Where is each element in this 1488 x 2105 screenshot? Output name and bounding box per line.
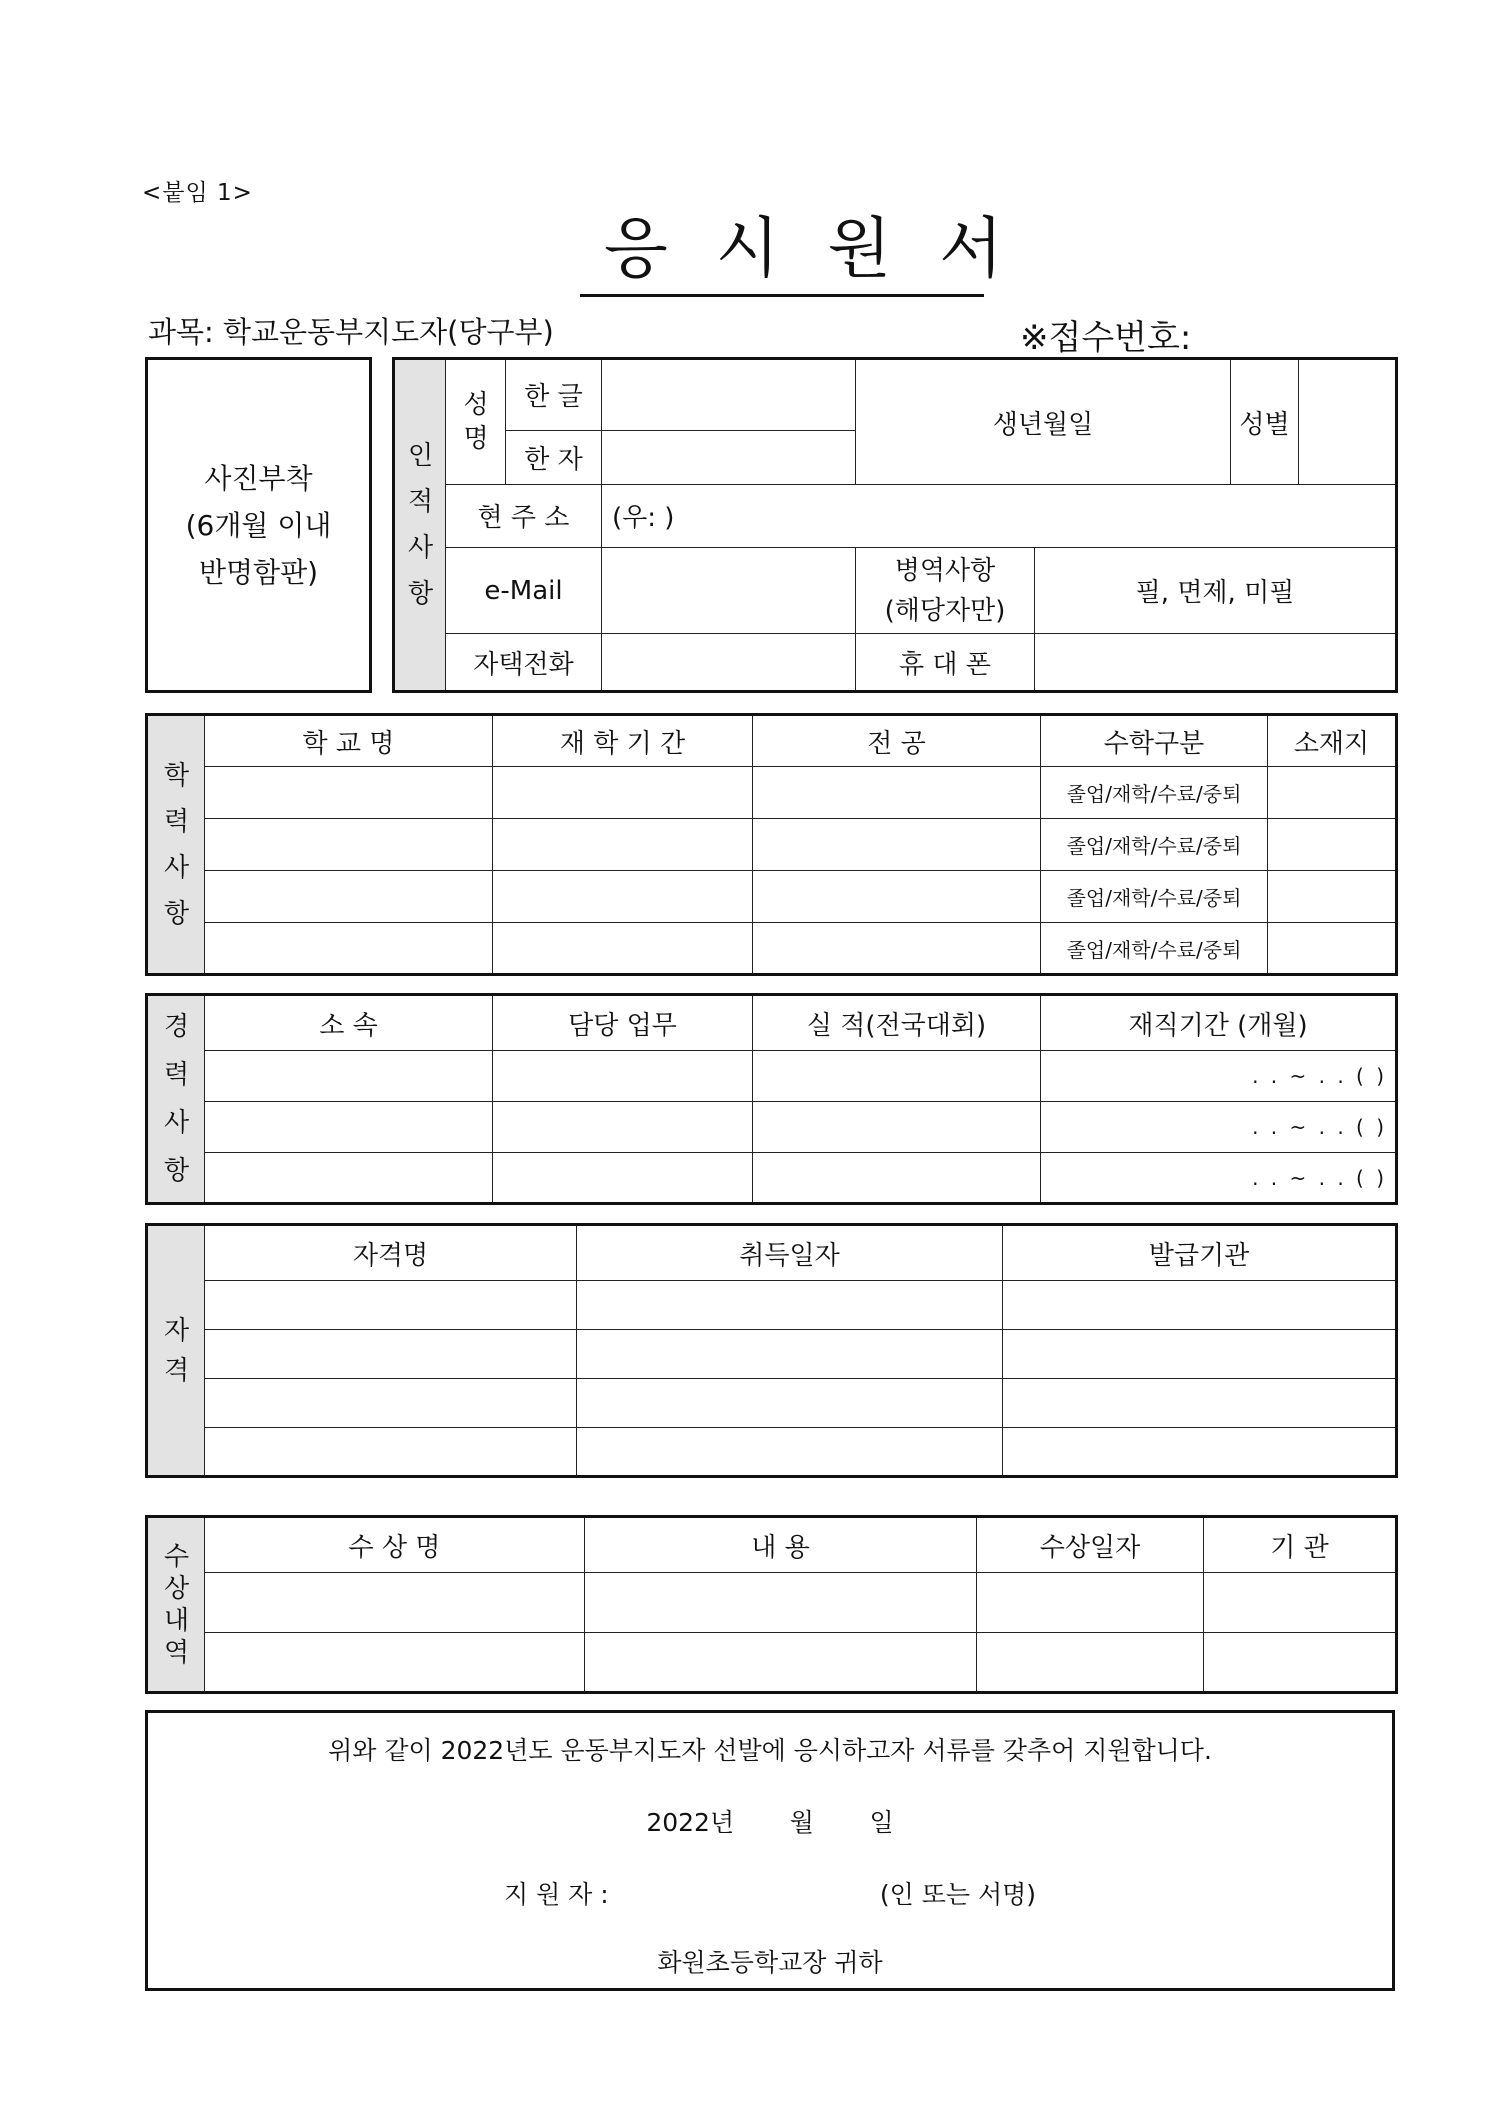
declaration-date[interactable]: 2022년 월 일	[646, 1808, 894, 1837]
awards-table	[145, 1515, 1398, 1694]
subject-label: 과목: 학교운동부지도자(당구부)	[148, 315, 554, 349]
career-header-duty: 담당 업무	[493, 995, 753, 1051]
award-cell[interactable]	[205, 1573, 585, 1633]
edu-header-status: 수학구분	[1041, 715, 1268, 767]
hangul-name-field[interactable]	[602, 359, 856, 431]
home-phone-label: 자택전화	[446, 634, 602, 692]
recipient-label: 화원초등학교장 귀하	[657, 1948, 883, 1977]
license-cell[interactable]	[205, 1428, 577, 1477]
address-field[interactable]: (우: )	[602, 485, 1397, 548]
award-cell[interactable]	[1204, 1633, 1397, 1693]
edu-cell[interactable]	[1268, 871, 1397, 923]
mobile-label: 휴 대 폰	[856, 634, 1035, 692]
license-cell[interactable]	[1003, 1379, 1397, 1428]
career-section-label: 경력사항	[147, 995, 205, 1204]
mobile-field[interactable]	[1035, 634, 1397, 692]
career-cell[interactable]	[753, 1153, 1041, 1204]
career-cell[interactable]	[205, 1153, 493, 1204]
license-header-date: 취득일자	[577, 1225, 1003, 1281]
photo-line-2: (6개월 이내	[185, 508, 332, 542]
applicant-line	[148, 1875, 1392, 1911]
name-label: 성명	[446, 359, 506, 485]
edu-status-option[interactable]: 졸업/재학/수료/중퇴	[1041, 871, 1268, 923]
education-table	[145, 713, 1398, 976]
award-cell[interactable]	[977, 1633, 1204, 1693]
declaration-statement: 위와 같이 2022년도 운동부지도자 선발에 응시하고자 서류를 갖추어 지원합니다.	[328, 1736, 1212, 1765]
email-label: e-Mail	[446, 547, 602, 634]
career-header-affiliation: 소 속	[205, 995, 493, 1051]
education-section-label: 학력사항	[147, 715, 205, 975]
license-header-issuer: 발급기관	[1003, 1225, 1397, 1281]
edu-status-option[interactable]: 졸업/재학/수료/중퇴	[1041, 767, 1268, 819]
sign-label: (인 또는 서명)	[879, 1880, 1037, 1909]
license-cell[interactable]	[1003, 1428, 1397, 1477]
career-cell[interactable]	[493, 1102, 753, 1153]
license-cell[interactable]	[577, 1281, 1003, 1330]
edu-cell[interactable]	[205, 871, 493, 923]
career-cell[interactable]	[753, 1102, 1041, 1153]
license-cell[interactable]	[577, 1428, 1003, 1477]
career-cell[interactable]	[493, 1153, 753, 1204]
edu-header-school: 학 교 명	[205, 715, 493, 767]
license-cell[interactable]	[577, 1330, 1003, 1379]
edu-status-option[interactable]: 졸업/재학/수료/중퇴	[1041, 819, 1268, 871]
attachment-label: <붙임 1>	[142, 180, 253, 206]
career-period-field[interactable]: . . ~ . . ( )	[1041, 1102, 1397, 1153]
award-cell[interactable]	[205, 1633, 585, 1693]
license-cell[interactable]	[577, 1379, 1003, 1428]
awards-section-label: 수상내역	[147, 1517, 205, 1693]
license-cell[interactable]	[1003, 1330, 1397, 1379]
photo-box	[145, 357, 372, 693]
award-header-date: 수상일자	[977, 1517, 1204, 1573]
declaration-box	[145, 1710, 1395, 1991]
gender-field[interactable]	[1299, 359, 1397, 485]
license-cell[interactable]	[205, 1379, 577, 1428]
edu-cell[interactable]	[493, 767, 753, 819]
personal-section-label: 인적사항	[394, 359, 446, 692]
edu-cell[interactable]	[1268, 767, 1397, 819]
license-header-name: 자격명	[205, 1225, 577, 1281]
email-field[interactable]	[602, 547, 856, 634]
address-label: 현 주 소	[446, 485, 602, 548]
edu-cell[interactable]	[1268, 819, 1397, 871]
hanja-label: 한 자	[506, 430, 602, 484]
edu-cell[interactable]	[753, 871, 1041, 923]
birth-label: 생년월일	[856, 359, 1231, 485]
award-cell[interactable]	[1204, 1573, 1397, 1633]
edu-cell[interactable]	[753, 923, 1041, 975]
photo-line-1: 사진부착	[204, 461, 313, 495]
applicant-label: 지 원 자 :	[503, 1880, 609, 1909]
military-label: 병역사항 (해당자만)	[856, 547, 1035, 634]
career-period-field[interactable]: . . ~ . . ( )	[1041, 1051, 1397, 1102]
career-cell[interactable]	[205, 1051, 493, 1102]
career-cell[interactable]	[493, 1051, 753, 1102]
gender-label: 성별	[1231, 359, 1299, 485]
photo-line-3: 반명함판)	[198, 555, 319, 589]
home-phone-field[interactable]	[602, 634, 856, 692]
award-header-org: 기 관	[1204, 1517, 1397, 1573]
license-table	[145, 1223, 1398, 1478]
career-header-record: 실 적(전국대회)	[753, 995, 1041, 1051]
hanja-name-field[interactable]	[602, 430, 856, 484]
military-options[interactable]: 필, 면제, 미필	[1035, 547, 1397, 634]
award-header-title: 수 상 명	[205, 1517, 585, 1573]
edu-header-location: 소재지	[1268, 715, 1397, 767]
career-header-period: 재직기간 (개월)	[1041, 995, 1397, 1051]
edu-header-period: 재 학 기 간	[493, 715, 753, 767]
career-cell[interactable]	[753, 1051, 1041, 1102]
edu-cell[interactable]	[753, 819, 1041, 871]
edu-status-option[interactable]: 졸업/재학/수료/중퇴	[1041, 923, 1268, 975]
award-header-content: 내 용	[585, 1517, 977, 1573]
personal-info-table	[392, 357, 1398, 693]
edu-header-major: 전 공	[753, 715, 1041, 767]
edu-cell[interactable]	[493, 923, 753, 975]
edu-cell[interactable]	[1268, 923, 1397, 975]
career-cell[interactable]	[205, 1102, 493, 1153]
award-cell[interactable]	[585, 1633, 977, 1693]
license-section-label: 자격	[147, 1225, 205, 1477]
award-cell[interactable]	[585, 1573, 977, 1633]
career-period-field[interactable]: . . ~ . . ( )	[1041, 1153, 1397, 1204]
career-table	[145, 993, 1398, 1205]
license-cell[interactable]	[205, 1281, 577, 1330]
hangul-label: 한 글	[506, 359, 602, 431]
edu-cell[interactable]	[493, 871, 753, 923]
edu-cell[interactable]	[753, 767, 1041, 819]
license-cell[interactable]	[205, 1330, 577, 1379]
edu-cell[interactable]	[205, 923, 493, 975]
award-cell[interactable]	[977, 1573, 1204, 1633]
edu-cell[interactable]	[205, 767, 493, 819]
receipt-number-label: ※접수번호:	[1020, 318, 1192, 358]
edu-cell[interactable]	[493, 819, 753, 871]
edu-cell[interactable]	[205, 819, 493, 871]
license-cell[interactable]	[1003, 1281, 1397, 1330]
page-title: 응시원서	[580, 208, 984, 297]
